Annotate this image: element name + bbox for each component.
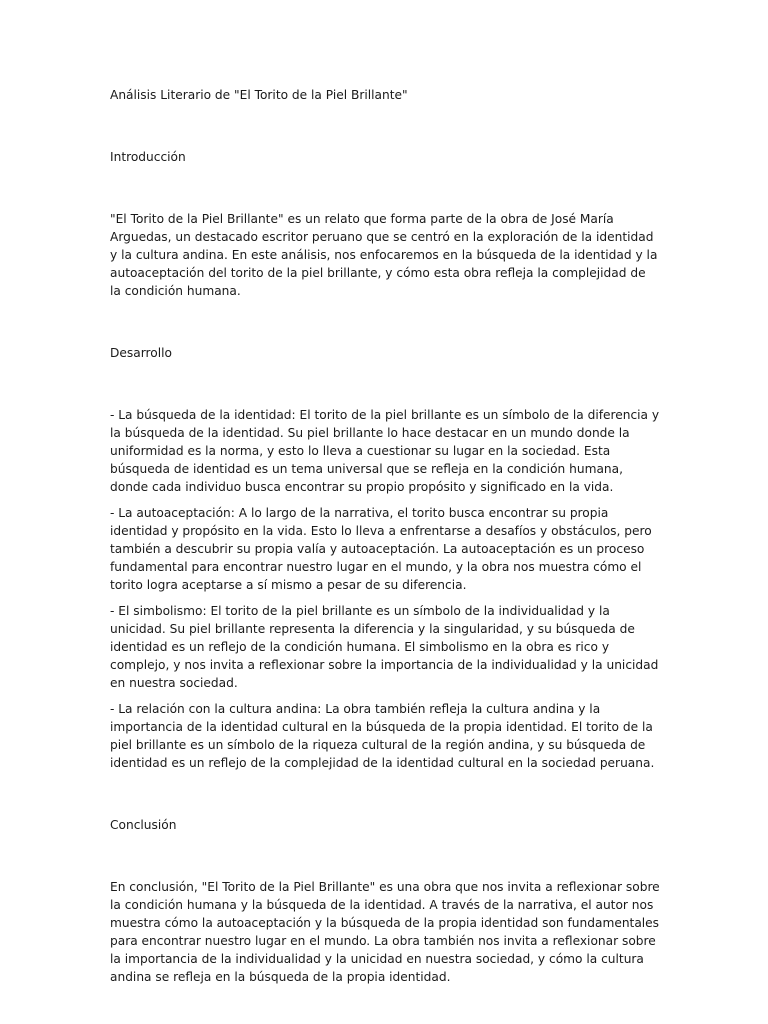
development-point-self-acceptance: - La autoaceptación: A lo largo de la narrativa, el torito busca encontrar su propia identidad y propósito en la vida. Esto lo lleva a enfrentarse a desafíos y obstáculos, pero también a descubrir su propia valía y autoaceptación. La autoaceptación es un proceso fundamental para encontrar nuestro lugar en el mundo, y la obra nos muestra cómo el torito logra aceptarse a sí mismo a pesar de su diferencia. — [110, 506, 652, 592]
spacer — [110, 362, 660, 406]
development-point-identity: - La búsqueda de la identidad: El torito de la piel brillante es un símbolo de la diferencia y la búsqueda de la identidad. Su piel brillante lo hace destacar en un mundo donde la uniformidad es la norma, y esto lo lleva a cuestionar su lugar en la sociedad. Esta búsqueda de identidad es un tema universal que se refleja en la condición humana, donde cada individuo busca encontrar su propio propósito y significado en la vida. — [110, 408, 660, 494]
document-title: Análisis Literario de "El Torito de la Piel Brillante" — [110, 88, 408, 102]
spacer — [110, 692, 660, 700]
development-point-symbolism: - El simbolismo: El torito de la piel brillante es un símbolo de la individualidad y la unicidad. Su piel brillante representa la diferencia y la singularidad, y su búsqueda de identidad es un reflejo de la condición humana. El simbolismo en la obra es rico y complejo, y nos invita a reflexionar sobre la importancia de la individualidad y la unicidad en nuestra sociedad. — [110, 604, 659, 690]
spacer — [110, 496, 660, 504]
document-page — [110, 86, 660, 986]
spacer — [110, 300, 660, 344]
spacer — [110, 166, 660, 210]
intro-paragraph: "El Torito de la Piel Brillante" es un relato que forma parte de la obra de José María Arguedas, un destacado escritor peruano que se centró en la exploración de la identidad y la cultura andina. En este análisis, nos enfocaremos en la búsqueda de la identidad y la autoaceptación del torito de la piel brillante, y cómo esta obra refleja la complejidad de la condición humana. — [110, 212, 658, 298]
development-point-andean-culture: - La relación con la cultura andina: La obra también refleja la cultura andina y la importancia de la identidad cultural en la búsqueda de la propia identidad. El torito de la piel brillante es un símbolo de la riqueza cultural de la región andina, y su búsqueda de identidad es un reflejo de la complejidad de la identidad cultural en la sociedad peruana. — [110, 702, 655, 770]
spacer — [110, 104, 660, 148]
spacer — [110, 594, 660, 602]
spacer — [110, 772, 660, 816]
intro-heading: Introducción — [110, 150, 186, 164]
conclusion-paragraph: En conclusión, "El Torito de la Piel Brillante" es una obra que nos invita a reflexionar sobre la condición humana y la búsqueda de la identidad. A través de la narrativa, el autor nos muestra cómo la autoaceptación y la búsqueda de la propia identidad son fundamentales para encontrar nuestro lugar en el mundo. La obra también nos invita a reflexionar sobre la importancia de la individualidad y la unicidad en nuestra sociedad, y cómo la cultura andina se refleja en la búsqueda de la propia identidad. — [110, 880, 660, 984]
development-heading: Desarrollo — [110, 346, 172, 360]
spacer — [110, 834, 660, 878]
conclusion-heading: Conclusión — [110, 818, 177, 832]
